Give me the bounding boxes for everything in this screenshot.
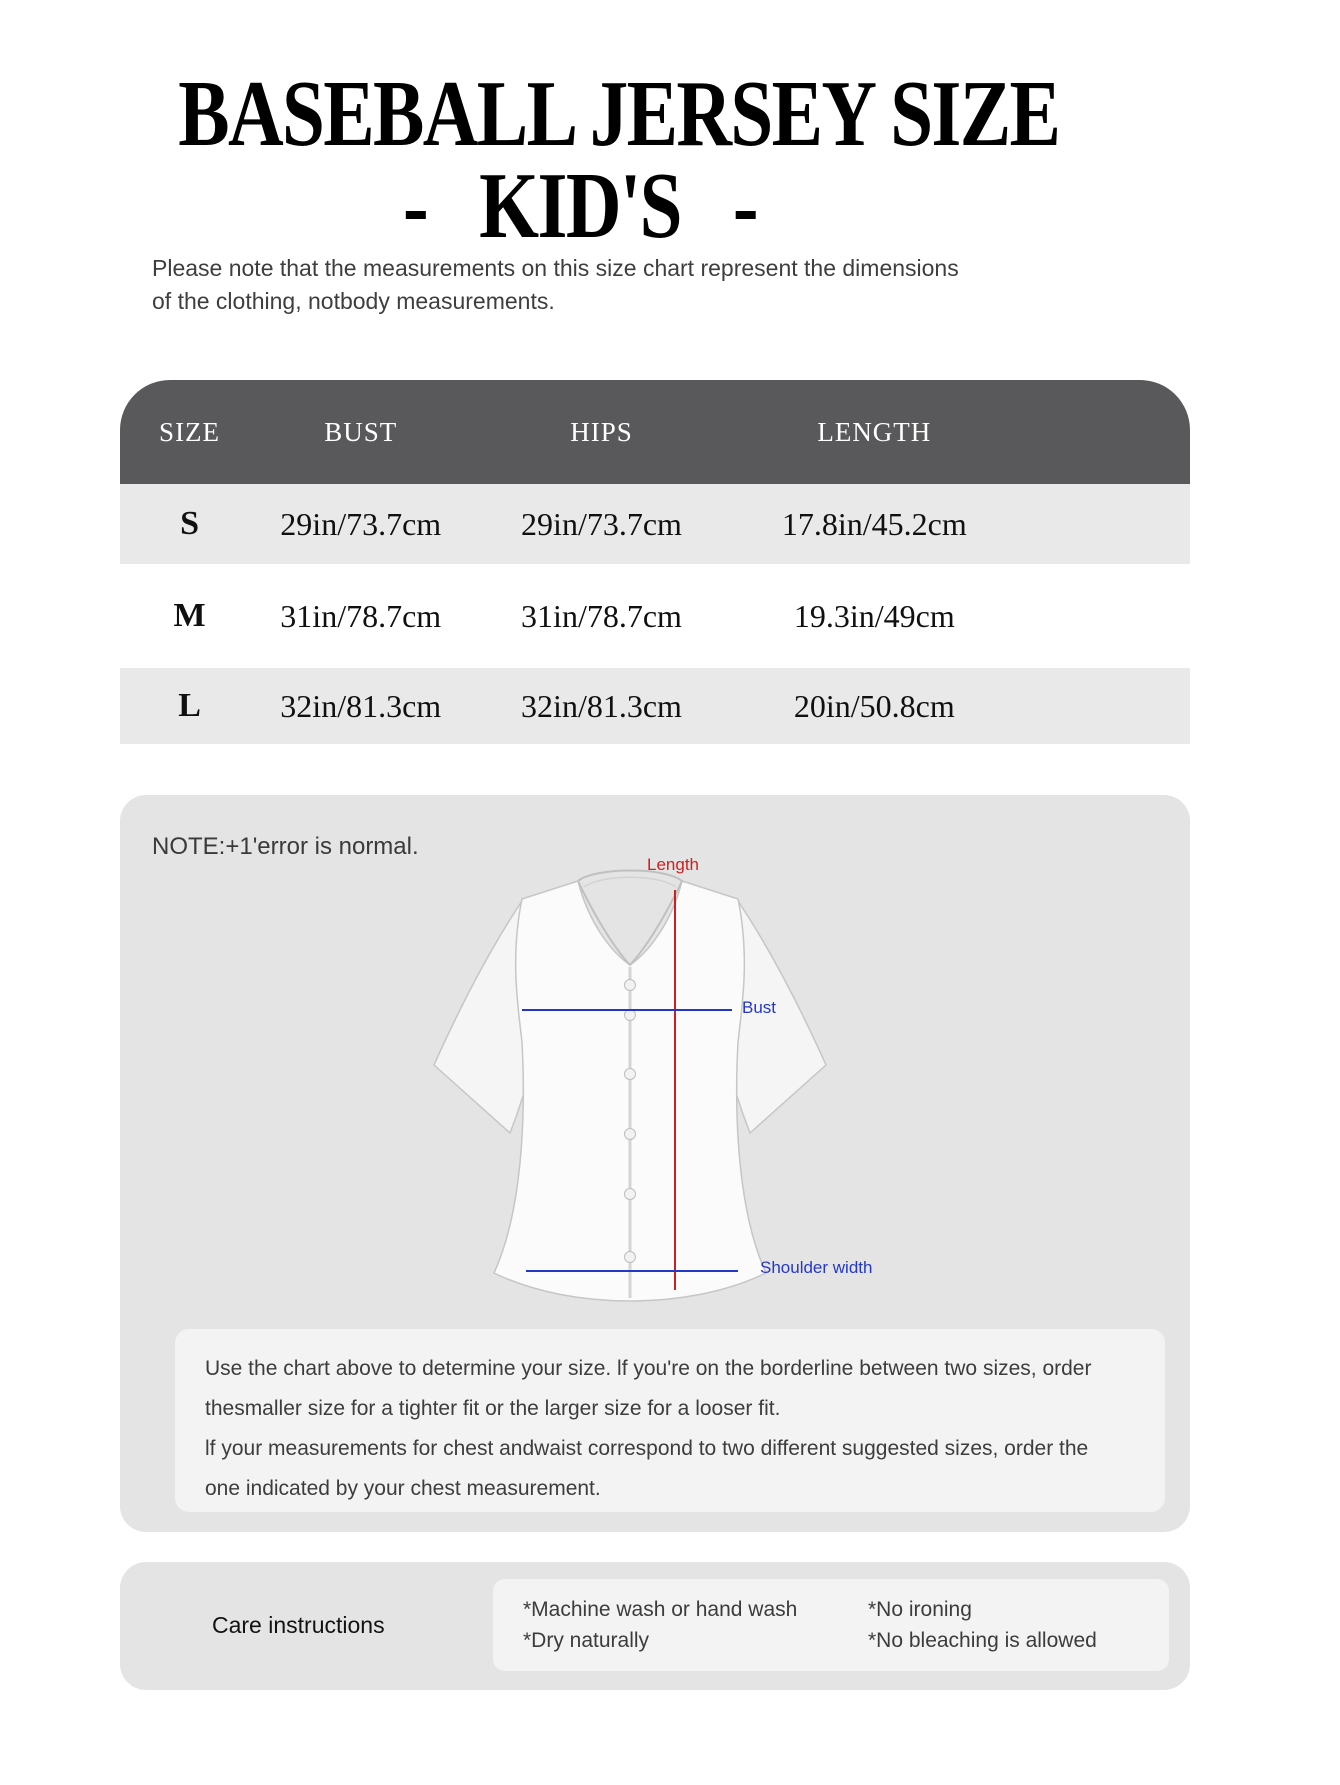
cell-bust: 31in/78.7cm — [280, 597, 442, 634]
size-table-header — [120, 380, 1190, 484]
care-item: *Dry naturally — [523, 1629, 650, 1652]
intro-note-line-2: of the clothing, notbody measurements. — [152, 288, 555, 314]
cell-hips: 32in/81.3cm — [521, 687, 682, 724]
measurement-diagram-panel — [120, 795, 1190, 1532]
fit-guide-line-4: one indicated by your chest measurement. — [205, 1477, 601, 1500]
care-instructions-label: Care instructions — [212, 1612, 385, 1638]
bust-label: Bust — [742, 998, 777, 1017]
col-header-bust: BUST — [324, 416, 398, 447]
cell-hips: 29in/73.7cm — [521, 505, 682, 542]
cell-length: 19.3in/49cm — [793, 597, 955, 634]
intro-note-line-1: Please note that the measurements on this size chart represent the dimensions — [152, 255, 959, 281]
shoulder-width-label: Shoulder width — [760, 1258, 873, 1277]
length-label: Length — [647, 855, 699, 874]
table-row-m — [120, 564, 1190, 668]
title-line-1: BASEBALL JERSEY SIZE — [178, 62, 1060, 166]
cell-length: 20in/50.8cm — [793, 687, 955, 724]
cell-size: S — [180, 505, 199, 542]
col-header-length: LENGTH — [817, 416, 932, 447]
care-item: *No bleaching is allowed — [868, 1629, 1097, 1652]
fit-guide-line-2: thesmaller size for a tighter fit or the larger size for a looser fit. — [205, 1397, 781, 1420]
care-instructions-panel — [120, 1562, 1190, 1690]
care-column-left — [523, 1594, 868, 1671]
care-item: *Machine wash or hand wash — [523, 1598, 798, 1621]
care-column-right — [868, 1594, 1169, 1671]
care-item: *No ironing — [868, 1598, 972, 1621]
tolerance-note: NOTE:+1'error is normal. — [152, 833, 419, 860]
col-header-size: SIZE — [159, 416, 221, 447]
cell-hips: 31in/78.7cm — [521, 597, 682, 634]
jersey-illustration — [410, 837, 910, 1309]
fit-guide-line-3: lf your measurements for chest andwaist correspond to two different suggested sizes, order the — [205, 1437, 1089, 1460]
cell-bust: 32in/81.3cm — [280, 687, 442, 724]
size-table — [120, 380, 1190, 744]
fit-guide-box — [175, 1329, 1165, 1512]
col-header-hips: HIPS — [570, 416, 633, 447]
page-title — [90, 62, 1070, 258]
table-row-l — [120, 668, 1190, 744]
cell-size: M — [173, 597, 206, 634]
intro-note — [152, 252, 1072, 318]
title-line-2: - KID'S - — [403, 154, 757, 258]
care-instructions-box — [493, 1579, 1169, 1671]
cell-bust: 29in/73.7cm — [280, 505, 442, 542]
table-row-s — [120, 484, 1190, 564]
cell-length: 17.8in/45.2cm — [781, 505, 967, 542]
cell-size: L — [178, 687, 201, 724]
fit-guide-line-1: Use the chart above to determine your size. lf you're on the borderline between two sizes, order — [205, 1357, 1092, 1380]
